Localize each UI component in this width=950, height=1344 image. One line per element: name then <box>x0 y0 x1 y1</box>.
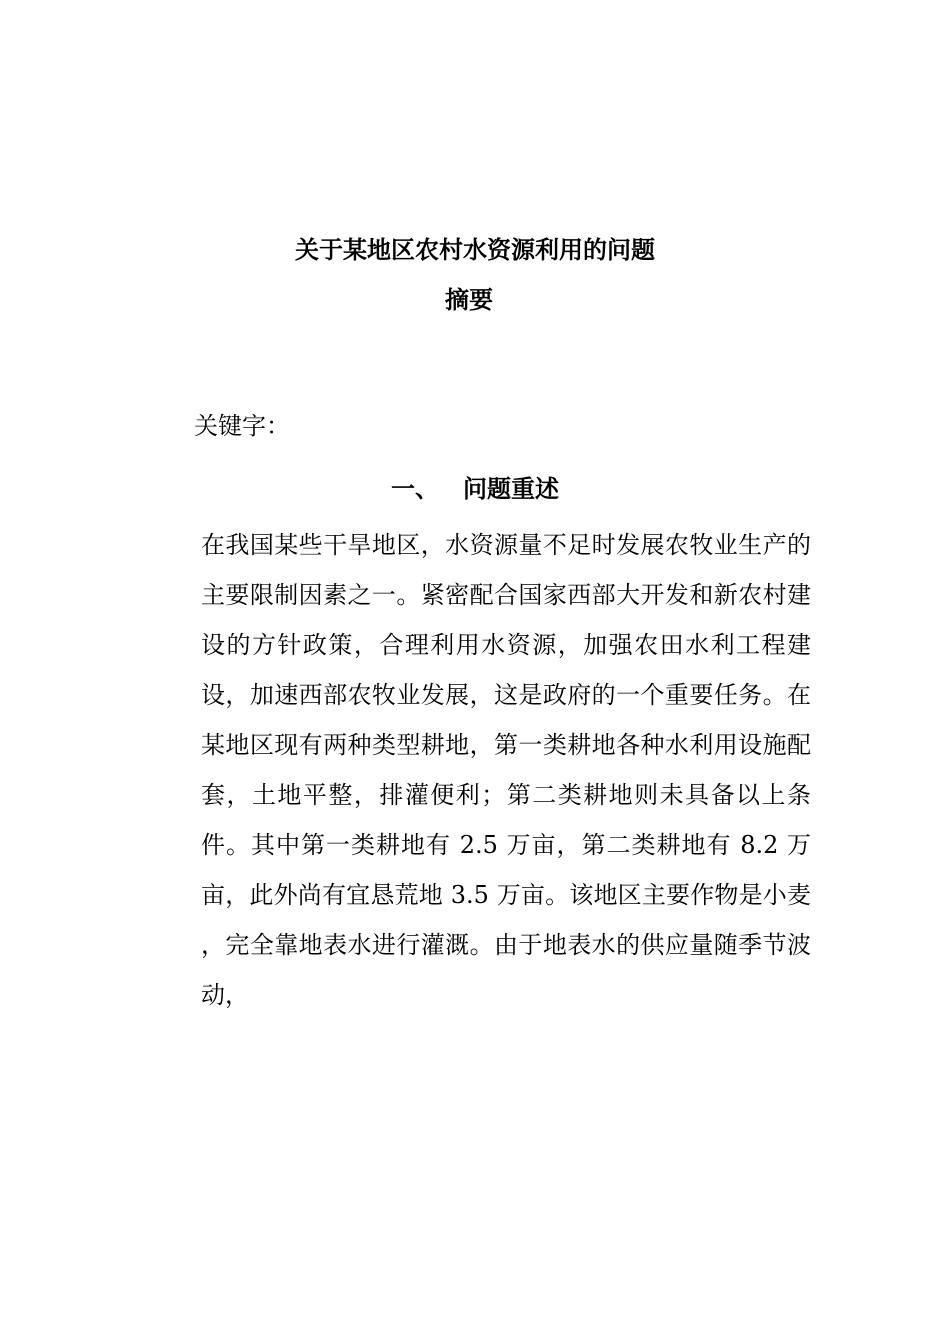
section-paragraph: 在我国某些干旱地区，水资源量不足时发展农牧业生产的主要限制因素之一。紧密配合国家西部大开发和新农村建设的方针政策，合理利用水资源，加强农田水利工程建设，加速西部农牧业发展，这是政府的一个重要任务。在某地区现有两种类型耕地，第一类耕地各种水利用设施配套，土地平整，排灌便利；第二类耕地则未具备以上条件。其中第一类耕地有 2.5 万亩，第二类耕地有 8.2 万亩，此外尚有宜恳荒地 3.5 万亩。该地区主要作物是小麦 ，完全靠地表水进行灌溉。由于地表水的供应量随季节波动， <box>201 531 811 1009</box>
section-number: 一、 <box>391 474 439 503</box>
section-title: 问题重述 <box>463 474 559 503</box>
keywords-label: 关键字： <box>194 412 290 440</box>
section-heading <box>0 473 950 505</box>
document-title: 关于某地区农村水资源利用的问题 <box>295 235 655 264</box>
abstract-heading: 摘要 <box>445 285 493 314</box>
